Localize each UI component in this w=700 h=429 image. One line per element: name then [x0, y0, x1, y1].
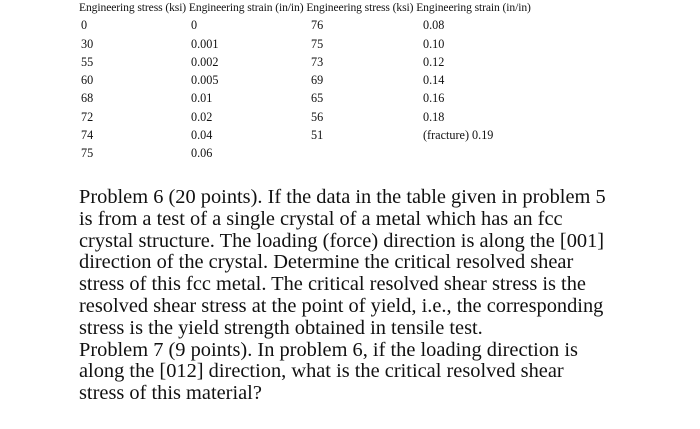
cell-stress-2: 51 — [311, 128, 324, 142]
cell-strain-2: (fracture) 0.19 — [423, 128, 494, 142]
cell-strain-1: 0.005 — [191, 73, 219, 87]
cell-strain-1: 0.002 — [191, 55, 219, 69]
cell-stress-1: 75 — [81, 146, 94, 160]
cell-stress-1: 68 — [81, 91, 94, 105]
cell-strain-1: 0.06 — [191, 146, 213, 160]
cell-stress-2: 56 — [311, 110, 324, 124]
cell-strain-2: 0.12 — [423, 55, 445, 69]
cell-strain-2: 0.18 — [423, 110, 445, 124]
cell-stress-1: 30 — [81, 37, 94, 51]
header-strain-1: Engineering strain (in/in) — [188, 1, 304, 14]
cell-stress-1: 0 — [81, 18, 88, 32]
cell-stress-1: 60 — [81, 73, 94, 87]
header-strain-2: Engineering strain (in/in) — [416, 1, 531, 14]
cell-stress-2: 76 — [311, 18, 324, 32]
table-header-row — [79, 0, 531, 15]
header-stress-2: Engineering stress (ksi) — [306, 1, 414, 14]
cell-strain-2: 0.08 — [423, 18, 445, 32]
cell-strain-1: 0.02 — [191, 110, 213, 124]
cell-strain-1: 0 — [191, 18, 198, 32]
cell-strain-1: 0.01 — [191, 91, 213, 105]
cell-stress-1: 72 — [81, 110, 94, 124]
cell-strain-2: 0.10 — [423, 37, 445, 51]
cell-stress-2: 69 — [311, 73, 324, 87]
cell-strain-2: 0.14 — [423, 73, 445, 87]
cell-strain-2: 0.16 — [423, 91, 445, 105]
cell-stress-1: 74 — [81, 128, 94, 142]
problem-7-text: Problem 7 (9 points). In problem 6, if the loading direction is along the [012] direction, what is the critical resolved shear stress of this material? — [79, 338, 578, 405]
problem-text-block — [79, 187, 639, 405]
header-stress-1: Engineering stress (ksi) — [79, 1, 187, 14]
cell-strain-1: 0.001 — [191, 37, 219, 51]
cell-stress-2: 73 — [311, 55, 324, 69]
cell-stress-1: 55 — [81, 55, 94, 69]
cell-stress-2: 75 — [311, 37, 324, 51]
problem-6-text: Problem 6 (20 points). If the data in the table given in problem 5 is from a test of a single crystal of a metal which has an fcc crystal structure. The loading (force) direction is along the [001] direction of the crystal. Determine the critical resolved shear stress of this fcc metal. The critical resolved shear stress is the resolved shear stress at the point of yield, i.e., the corresponding stress is the yield strength obtained in tensile test. — [79, 186, 606, 339]
cell-strain-1: 0.04 — [191, 128, 213, 142]
cell-stress-2: 65 — [311, 91, 324, 105]
